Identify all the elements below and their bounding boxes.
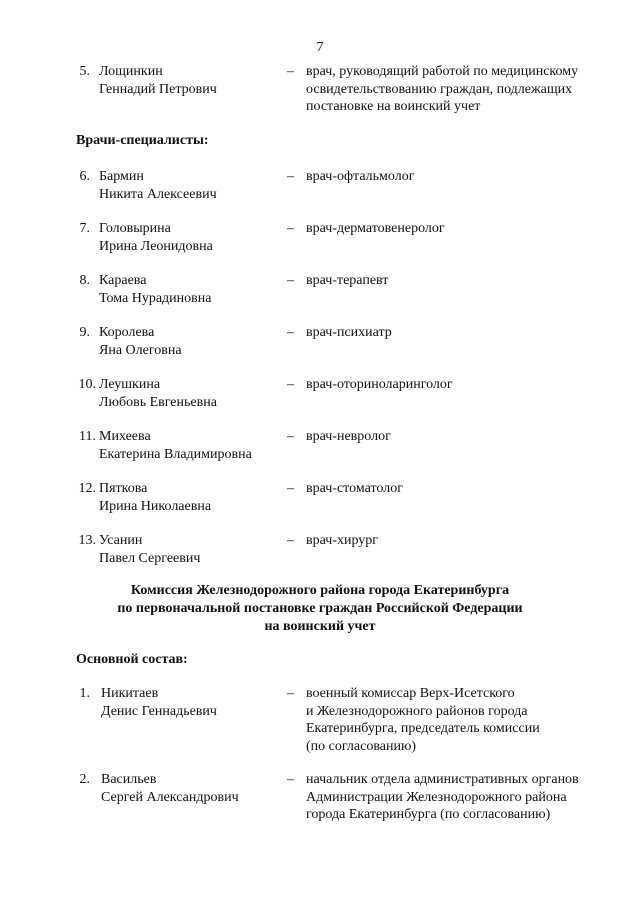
item-number: 10. <box>78 377 96 392</box>
role-description <box>306 771 626 824</box>
item-number: 8. <box>79 273 90 288</box>
dash: – <box>287 169 294 184</box>
item-number: 12. <box>78 481 96 496</box>
role-line: Администрации Железнодорожного района <box>306 789 567 805</box>
person-name <box>99 220 213 255</box>
dash: – <box>287 273 294 288</box>
person-name <box>99 532 200 567</box>
item-number: 13. <box>78 533 96 548</box>
dash: – <box>287 377 294 392</box>
role-description: врач-невролог <box>306 429 391 444</box>
person-name <box>99 324 182 359</box>
given-names: Сергей Александрович <box>101 789 239 805</box>
role-description <box>306 685 626 755</box>
role-description: врач-психиатр <box>306 325 392 340</box>
item-number: 1. <box>79 686 90 701</box>
role-description: врач-стоматолог <box>306 481 403 496</box>
dash: – <box>287 686 294 701</box>
given-names: Денис Геннадьевич <box>101 703 217 719</box>
given-names: Павел Сергеевич <box>99 550 201 566</box>
item-number: 11. <box>79 429 96 444</box>
surname: Головырина <box>99 221 171 236</box>
role-description: врач-терапевт <box>306 273 389 288</box>
surname: Королева <box>99 325 155 340</box>
role-line: военный комиссар Верх-Исетского <box>306 686 515 701</box>
surname: Пяткова <box>99 481 148 496</box>
given-names: Яна Олеговна <box>99 342 182 358</box>
given-names: Ирина Леонидовна <box>99 238 213 254</box>
item-number: 6. <box>79 169 90 184</box>
commission-title-line: Комиссия Железнодорожного района города Екатеринбурга <box>130 583 510 598</box>
commission-title-line: по первоначальной постановке граждан Российской Федерации <box>117 601 523 616</box>
person-name <box>99 428 252 463</box>
role-line: (по согласованию) <box>306 738 417 754</box>
dash: – <box>287 533 294 548</box>
role-description: врач-хирург <box>306 533 379 548</box>
role-description: врач-офтальмолог <box>306 169 415 184</box>
dash: – <box>287 325 294 340</box>
page-number: 7 <box>316 40 324 55</box>
item-number: 7. <box>79 221 90 236</box>
surname: Лощинкин <box>99 64 163 79</box>
commission-title <box>0 582 640 636</box>
specialists-heading: Врачи-специалисты: <box>76 133 209 148</box>
surname: Бармин <box>99 169 144 184</box>
role-line: начальник отдела административных органов <box>306 772 579 787</box>
given-names: Любовь Евгеньевна <box>99 394 217 410</box>
role-line: освидетельствованию граждан, подлежащих <box>306 81 573 97</box>
role-line: города Екатеринбурга (по согласованию) <box>306 807 551 822</box>
dash: – <box>287 64 294 79</box>
item-number: 2. <box>79 772 90 787</box>
item-number: 9. <box>79 325 90 340</box>
role-line: врач, руководящий работой по медицинскому <box>306 64 579 79</box>
given-names: Екатерина Владимировна <box>99 446 252 462</box>
person-name <box>99 272 211 307</box>
role-line: и Железнодорожного районов города <box>306 703 528 719</box>
surname: Караева <box>99 273 147 288</box>
surname: Никитаев <box>101 686 159 701</box>
surname: Михеева <box>99 429 151 444</box>
surname: Леушкина <box>99 377 161 392</box>
person-name <box>101 771 239 806</box>
dash: – <box>287 481 294 496</box>
role-description: врач-дерматовенеролог <box>306 221 445 236</box>
main-composition-heading: Основной состав: <box>76 652 188 667</box>
given-names: Никита Алексеевич <box>99 186 217 202</box>
dash: – <box>287 429 294 444</box>
given-names: Тома Нурадиновна <box>99 290 212 306</box>
role-description <box>306 63 626 116</box>
person-name <box>99 376 217 411</box>
given-names: Геннадий Петрович <box>99 81 217 97</box>
dash: – <box>287 772 294 787</box>
person-name <box>101 685 217 720</box>
person-name <box>99 168 217 203</box>
item-number: 5. <box>79 64 90 79</box>
dash: – <box>287 221 294 236</box>
role-line: Екатеринбурга, председатель комиссии <box>306 721 540 736</box>
surname: Усанин <box>99 533 143 548</box>
role-line: постановке на воинский учет <box>306 99 481 114</box>
commission-title-line: на воинский учет <box>264 619 376 634</box>
surname: Васильев <box>101 772 157 787</box>
role-description: врач-оториноларинголог <box>306 377 453 392</box>
given-names: Ирина Николаевна <box>99 498 212 514</box>
person-name <box>99 480 211 515</box>
person-name <box>99 63 217 98</box>
